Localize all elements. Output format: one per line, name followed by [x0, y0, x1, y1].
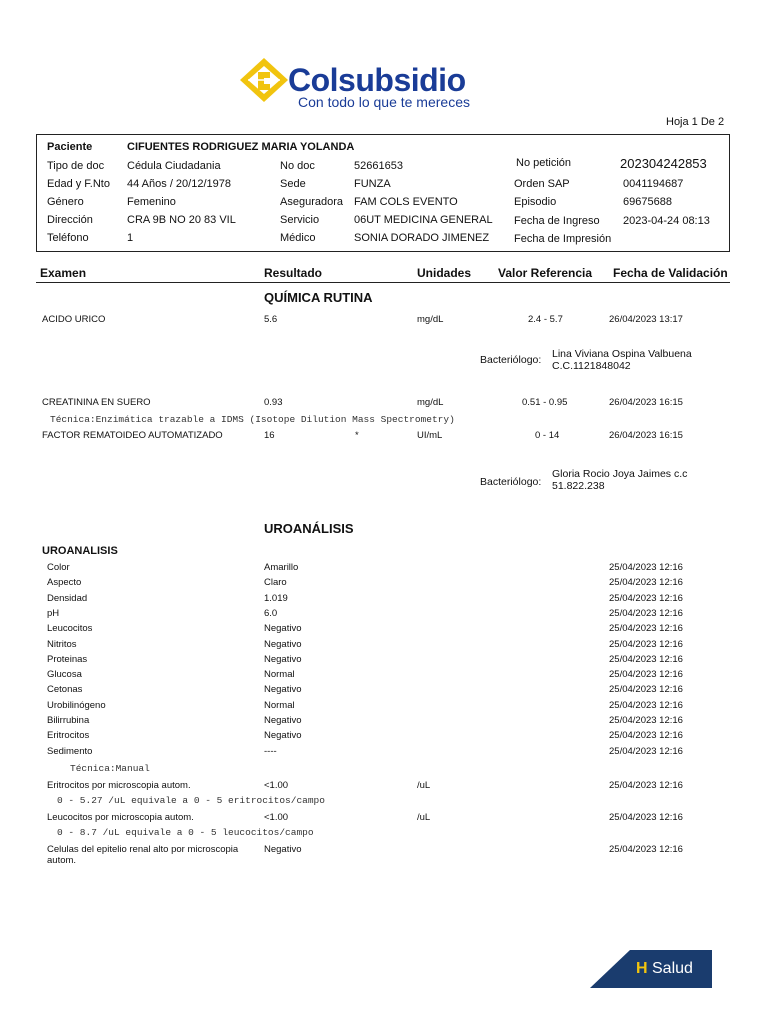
col-resultado: Resultado: [264, 266, 323, 280]
genero-label: Género: [47, 196, 84, 208]
header-divider: [36, 282, 730, 283]
uro-row-name: Bilirrubina: [47, 715, 90, 726]
bacteriologo-id: C.C.1121848042: [552, 360, 631, 372]
paciente-value: CIFUENTES RODRIGUEZ MARIA YOLANDA: [127, 141, 355, 153]
bacteriologo-id: 51.822.238: [552, 480, 605, 492]
aseguradora-value: FAM COLS EVENTO: [354, 196, 458, 208]
page-number: Hoja 1 De 2: [666, 116, 725, 128]
leuco-note: 0 - 8.7 /uL equivale a 0 - 5 leucocitos/campo: [57, 827, 314, 838]
no-doc-label: No doc: [280, 160, 315, 172]
sede-label: Sede: [280, 178, 306, 190]
medico-label: Médico: [280, 232, 316, 244]
uro-row-date: 25/04/2023 12:16: [609, 577, 683, 588]
uro-row-name: Glucosa: [47, 669, 82, 680]
acido-urico-units: mg/dL: [417, 314, 444, 325]
uro-row-result: 1.019: [264, 593, 288, 604]
factor-date: 26/04/2023 16:15: [609, 430, 683, 441]
no-doc-value: 52661653: [354, 160, 403, 172]
epitelio-result: Negativo: [264, 844, 302, 855]
creatinina-date: 26/04/2023 16:15: [609, 397, 683, 408]
leuco-micro-date: 25/04/2023 12:16: [609, 812, 683, 823]
uro-row-date: 25/04/2023 12:16: [609, 608, 683, 619]
uro-row-result: Normal: [264, 669, 295, 680]
col-valor-referencia: Valor Referencia: [498, 266, 593, 280]
uro-row-name: Aspecto: [47, 577, 82, 588]
uro-row-name: Densidad: [47, 593, 88, 604]
orden-sap-value: 0041194687: [623, 178, 684, 190]
creatinina-tecnica: Técnica:Enzimática trazable a IDMS (Isotope Dilution Mass Spectrometry): [50, 414, 455, 425]
acido-urico-name: ACIDO URICO: [42, 314, 106, 325]
no-peticion-value: 202304242853: [620, 156, 707, 171]
uro-row-result: Negativo: [264, 715, 302, 726]
epitelio-date: 25/04/2023 12:16: [609, 844, 683, 855]
acido-urico-ref: 2.4 - 5.7: [528, 314, 563, 325]
uro-row-date: 25/04/2023 12:16: [609, 684, 683, 695]
uro-row-date: 25/04/2023 12:16: [609, 669, 683, 680]
uro-row-result: Amarillo: [264, 562, 299, 573]
acido-urico-date: 26/04/2023 13:17: [609, 314, 683, 325]
uro-row-name: Proteinas: [47, 654, 88, 665]
episodio-value: 69675688: [623, 196, 672, 208]
tipo-doc-label: Tipo de doc: [47, 160, 105, 172]
col-unidades: Unidades: [417, 266, 472, 280]
genero-value: Femenino: [127, 196, 176, 208]
acido-urico-result: 5.6: [264, 314, 278, 325]
eritro-micro-name: Eritrocitos por microscopia autom.: [47, 780, 191, 791]
uro-row-date: 25/04/2023 12:16: [609, 639, 683, 650]
orden-sap-label: Orden SAP: [514, 178, 570, 190]
salud-badge-icon: [590, 950, 712, 988]
uro-row-name: Cetonas: [47, 684, 83, 695]
uro-row-result: Negativo: [264, 654, 302, 665]
medico-value: SONIA DORADO JIMENEZ: [354, 232, 490, 244]
episodio-label: Episodio: [514, 196, 557, 208]
uro-row-result: Negativo: [264, 730, 302, 741]
uro-row-date: 25/04/2023 12:16: [609, 715, 683, 726]
brand-name: Colsubsidio: [288, 62, 466, 98]
uro-row-name: Leucocitos: [47, 623, 93, 634]
uro-row-name: Eritrocitos: [47, 730, 90, 741]
eritro-note: 0 - 5.27 /uL equivale a 0 - 5 eritrocitos/campo: [57, 795, 325, 806]
col-fecha-validacion: Fecha de Validación: [613, 266, 728, 280]
direccion-value: CRA 9B NO 20 83 VIL: [127, 214, 236, 226]
uro-row-name: Urobilinógeno: [47, 700, 106, 711]
factor-ref: 0 - 14: [535, 430, 560, 441]
bacteriologo-label: Bacteriólogo:: [480, 354, 542, 366]
uro-row-date: 25/04/2023 12:16: [609, 562, 683, 573]
paciente-label: Paciente: [47, 141, 93, 153]
edad-label: Edad y F.Nto: [47, 178, 110, 190]
fecha-impresion-label: Fecha de Impresión: [514, 233, 612, 245]
uro-row-result: 6.0: [264, 608, 278, 619]
uro-row-date: 25/04/2023 12:16: [609, 593, 683, 604]
uro-row-result: Normal: [264, 700, 295, 711]
uro-row-date: 25/04/2023 12:16: [609, 700, 683, 711]
creatinina-units: mg/dL: [417, 397, 444, 408]
telefono-value: 1: [127, 232, 134, 244]
leuco-micro-units: /uL: [417, 812, 431, 823]
factor-flag: *: [355, 430, 359, 441]
eritro-micro-date: 25/04/2023 12:16: [609, 780, 683, 791]
creatinina-result: 0.93: [264, 397, 283, 408]
uro-row-date: 25/04/2023 12:16: [609, 623, 683, 634]
creatinina-name: CREATININA EN SUERO: [42, 397, 151, 408]
colsubsidio-logo-icon: [240, 58, 288, 102]
creatinina-ref: 0.51 - 0.95: [522, 397, 568, 408]
uro-row-name: Color: [47, 562, 70, 573]
tipo-doc-value: Cédula Ciudadania: [127, 160, 221, 172]
col-examen: Examen: [40, 266, 87, 280]
salud-h-icon: H: [636, 960, 648, 977]
uro-row-date: 25/04/2023 12:16: [609, 730, 683, 741]
fecha-ingreso-value: 2023-04-24 08:13: [623, 215, 710, 227]
no-peticion-label: No petición: [516, 157, 572, 169]
uro-row-name: Nitritos: [47, 639, 77, 650]
uro-row-name: Sedimento: [47, 746, 93, 757]
uro-row-result: Negativo: [264, 623, 302, 634]
eritro-micro-result: <1.00: [264, 780, 289, 791]
uro-tecnica: Técnica:Manual: [70, 763, 150, 774]
factor-result: 16: [264, 430, 275, 441]
uro-row-result: Negativo: [264, 684, 302, 695]
uro-row-date: 25/04/2023 12:16: [609, 746, 683, 757]
direccion-label: Dirección: [47, 214, 93, 226]
factor-units: UI/mL: [417, 430, 443, 441]
bacteriologo-name: Lina Viviana Ospina Valbuena: [552, 348, 692, 360]
uro-row-result: Claro: [264, 577, 287, 588]
brand-tagline: Con todo lo que te mereces: [298, 94, 470, 110]
bacteriologo-label: Bacteriólogo:: [480, 476, 542, 488]
uro-row-result: Negativo: [264, 639, 302, 650]
servicio-label: Servicio: [280, 214, 320, 226]
factor-name: FACTOR REMATOIDEO AUTOMATIZADO: [42, 430, 223, 441]
bacteriologo-name: Gloria Rocio Joya Jaimes c.c: [552, 468, 688, 480]
uro-row-result: ----: [264, 746, 277, 757]
leuco-micro-result: <1.00: [264, 812, 289, 823]
epitelio-name: Celulas del epitelio renal alto por microscopia: [47, 844, 239, 855]
telefono-label: Teléfono: [47, 232, 89, 244]
quimica-title: QUÍMICA RUTINA: [264, 290, 373, 305]
aseguradora-label: Aseguradora: [280, 196, 343, 208]
fecha-ingreso-label: Fecha de Ingreso: [514, 215, 600, 227]
servicio-value: 06UT MEDICINA GENERAL: [354, 214, 493, 226]
edad-value: 44 Años / 20/12/1978: [127, 178, 231, 190]
uro-title: UROANÁLISIS: [264, 521, 354, 536]
leuco-micro-name: Leucocitos por microscopia autom.: [47, 812, 194, 823]
uro-row-name: pH: [47, 608, 60, 619]
salud-badge-text: Salud: [652, 960, 693, 977]
eritro-micro-units: /uL: [417, 780, 431, 791]
uro-subtitle: UROANALISIS: [42, 545, 118, 557]
epitelio-name-cont: autom.: [47, 855, 77, 866]
uro-row-date: 25/04/2023 12:16: [609, 654, 683, 665]
sede-value: FUNZA: [354, 178, 391, 190]
